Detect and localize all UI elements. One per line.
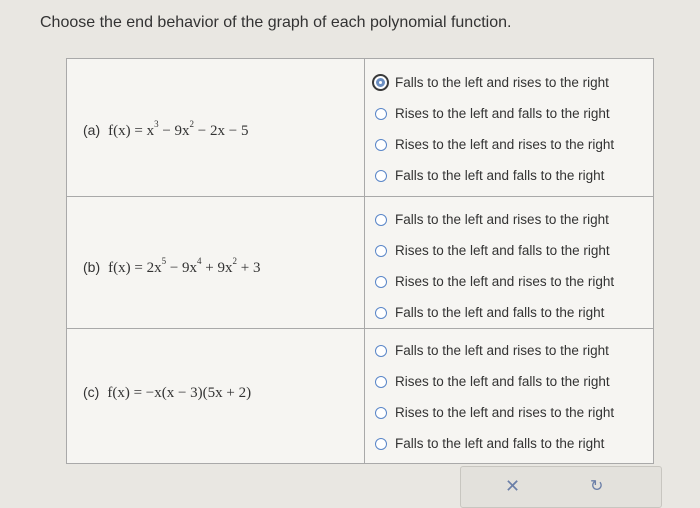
option-c-3[interactable]: [375, 397, 614, 428]
option-b-2[interactable]: [375, 235, 614, 266]
question-label-b: (b): [83, 259, 101, 275]
option-label: Falls to the left and falls to the right: [395, 305, 605, 320]
radio-icon[interactable]: [375, 139, 387, 151]
option-a-4[interactable]: [375, 160, 614, 191]
radio-icon[interactable]: [375, 214, 387, 226]
option-label: Falls to the left and falls to the right: [395, 436, 605, 451]
redo-icon[interactable]: ↻: [590, 478, 604, 495]
function-a-part2: − 9x: [158, 123, 190, 139]
function-c-text: f(x) = −x(x − 3)(5x + 2): [107, 385, 252, 401]
option-a-2[interactable]: [375, 98, 614, 129]
option-label: Falls to the left and rises to the right: [395, 343, 609, 358]
function-b-exp1: 5: [161, 256, 167, 266]
option-label: Rises to the left and rises to the right: [395, 274, 615, 289]
close-icon[interactable]: ✕: [505, 476, 521, 496]
function-b-exp2: 4: [197, 256, 202, 266]
option-a-3[interactable]: [375, 129, 614, 160]
function-b-part2: − 9x: [166, 260, 198, 276]
options-b: [375, 204, 614, 328]
function-a-exp2: 2: [189, 119, 195, 129]
option-label: Rises to the left and falls to the right: [395, 243, 610, 258]
option-label: Rises to the left and falls to the right: [395, 106, 610, 121]
function-b: [83, 258, 260, 277]
question-label-a: (a): [83, 122, 101, 138]
function-b-rest: + 3: [237, 260, 261, 276]
radio-icon[interactable]: [375, 438, 387, 450]
option-c-1[interactable]: [375, 335, 614, 366]
function-b-exp3: 2: [232, 256, 238, 266]
radio-icon[interactable]: [375, 376, 387, 388]
options-a: [375, 67, 614, 191]
function-c: [83, 384, 251, 402]
options-c: [375, 335, 614, 459]
function-a-rest: − 2x − 5: [194, 123, 249, 139]
function-a-exp1: 3: [154, 119, 159, 129]
option-label: Falls to the left and rises to the right: [395, 212, 609, 227]
option-label: Rises to the left and rises to the right: [395, 137, 615, 152]
option-label: Rises to the left and rises to the right: [395, 405, 615, 420]
radio-icon[interactable]: [375, 245, 387, 257]
question-row-a: [67, 59, 653, 197]
answer-table: [66, 58, 654, 464]
function-b-part: f(x) = 2x: [108, 260, 162, 276]
radio-icon[interactable]: [375, 108, 387, 120]
radio-icon[interactable]: [375, 307, 387, 319]
option-c-4[interactable]: [375, 428, 614, 459]
question-prompt: Choose the end behavior of the graph of each polynomial function.: [40, 14, 512, 31]
radio-icon[interactable]: [375, 345, 387, 357]
radio-icon[interactable]: [375, 170, 387, 182]
option-label: Falls to the left and rises to the right: [395, 75, 609, 90]
option-b-4[interactable]: [375, 297, 614, 328]
radio-icon[interactable]: [375, 276, 387, 288]
question-row-b: [67, 196, 653, 329]
function-a-part: f(x) = x: [108, 123, 155, 139]
option-label: Rises to the left and falls to the right: [395, 374, 610, 389]
radio-selected-icon[interactable]: [372, 74, 389, 91]
question-row-c: [67, 329, 653, 463]
option-b-3[interactable]: [375, 266, 614, 297]
option-label: Falls to the left and falls to the right: [395, 168, 605, 183]
function-a: [83, 121, 248, 140]
option-a-1[interactable]: [375, 67, 614, 98]
question-label-c: (c): [83, 384, 100, 400]
function-b-part3: + 9x: [201, 260, 233, 276]
option-b-1[interactable]: [375, 204, 614, 235]
action-bar: [460, 466, 662, 508]
radio-icon[interactable]: [375, 407, 387, 419]
option-c-2[interactable]: [375, 366, 614, 397]
